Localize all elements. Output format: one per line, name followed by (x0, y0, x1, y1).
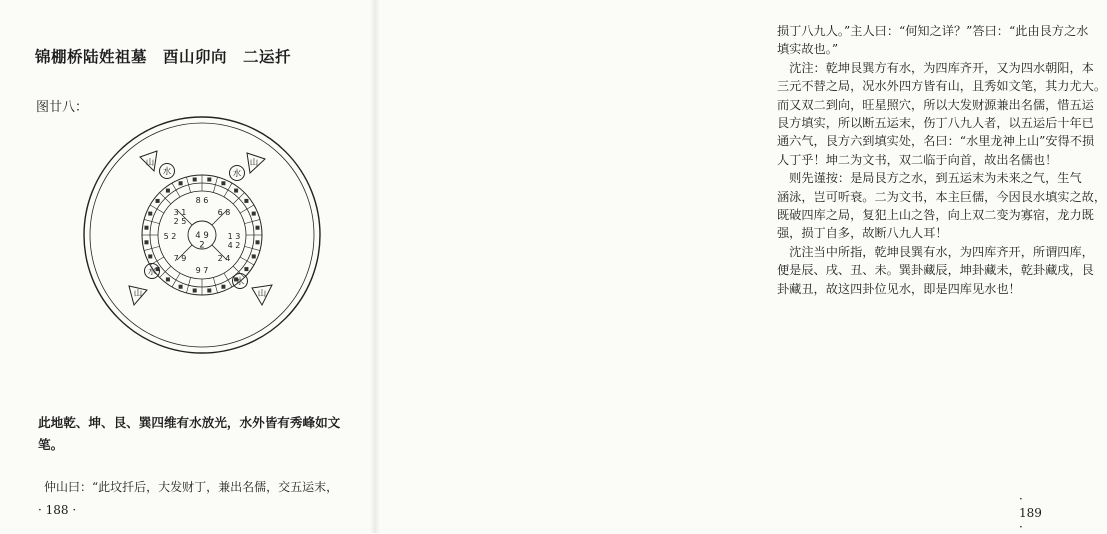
text-line: 沈注当中所指，乾坤艮巽有水，为四库齐开，所谓四库， (777, 244, 1094, 259)
compass-glyph (166, 189, 170, 193)
compass-glyph (144, 226, 148, 230)
palace-right: 1 3 4 2 (227, 232, 241, 250)
right-page (375, 0, 1107, 534)
compass-glyph (166, 277, 170, 281)
page-number-right: · 189 · (1019, 492, 1042, 534)
palace-bottom-right: 2 4 (217, 254, 231, 263)
text-line: 填实故也。” (777, 42, 839, 57)
compass-glyph (221, 285, 225, 289)
compass-glyph (179, 181, 183, 185)
compass-glyph (252, 212, 256, 216)
text-line: 艮方填实，所以断五运末，伤丁八九人者，以五运后十年已 (777, 116, 1094, 131)
mountain-label-nw: 山 (145, 158, 155, 168)
text-line: 既破四库之局，复犯上山之咎，向上双二变为寡宿，龙力既 (777, 208, 1094, 223)
compass-glyph (207, 177, 211, 181)
mountain-label-ne: 山 (249, 158, 259, 168)
compass-glyph (256, 226, 260, 230)
text-line: 损丁八九人。”主人曰：“何知之详？”答曰：“此由艮方之水 (777, 24, 1089, 38)
palace-top-right: 6 8 (217, 208, 231, 217)
feng-shui-diagram (62, 113, 342, 383)
compass-glyph (256, 240, 260, 244)
water-label-nw: 水 (162, 167, 172, 177)
text-line: 涵泳，岂可听衰。二为文书，本主巨儒，今因艮水填实之故， (777, 189, 1107, 204)
palace-top: 8 6 (195, 196, 209, 205)
left-page (0, 0, 375, 533)
compass-glyph (144, 240, 148, 244)
compass-glyph (193, 289, 197, 293)
page-number-left: · 188 · (38, 503, 77, 517)
text-line: 强，损丁自多，故断八九人耳！ (777, 226, 948, 241)
text-line: 则先谨按：是局艮方之水，到五运末为未来之气，生气 (777, 171, 1082, 186)
palace-top-left: 3 1 2 5 (173, 208, 187, 226)
water-label-ne: 水 (232, 169, 242, 179)
palace-center: 4 9 2 (195, 231, 209, 251)
compass-glyph (207, 289, 211, 293)
compass-glyph (156, 199, 160, 203)
compass-glyph (179, 285, 183, 289)
body-line-2: 笔。 (38, 437, 64, 452)
figure-label: 图廿八： (36, 100, 89, 115)
palace-bottom-left: 7 9 (173, 254, 187, 263)
text-line: 三元不替之局，况水外四方皆有山，且秀如文笔，其力尤大。 (777, 79, 1107, 94)
text-line: 沈注：乾坤艮巽方有水，为四库齐开，又为四水朝阳，本 (777, 60, 1094, 75)
compass-glyph (221, 181, 225, 185)
text-line: 通六气，艮方六到填实处，名曰：“水里龙神上山”安得不损 (777, 134, 1095, 149)
compass-glyph (252, 254, 256, 258)
text-line: 人丁乎！坤二为文书，双二临于向首，故出名儒也！ (777, 152, 1058, 167)
page-title: 锦棚桥陆姓祖墓 酉山卯向 二运扦 (35, 48, 292, 66)
mountain-label-sw: 山 (133, 289, 143, 299)
text-line: 便是辰、戌、丑、未。巽卦藏辰，坤卦藏未，乾卦藏戌，艮 (777, 263, 1094, 278)
compass-glyph (148, 254, 152, 258)
water-label-se: 水 (235, 277, 245, 287)
text-line: 卦藏丑，故这四卦位见水，即是四库见水也！ (777, 281, 1021, 296)
water-label-sw: 水 (147, 267, 157, 277)
palace-bottom: 9 7 (195, 266, 209, 275)
compass-glyph (234, 189, 238, 193)
compass-glyph (193, 177, 197, 181)
left-body-text (38, 412, 363, 456)
compass-glyph (244, 267, 248, 271)
text-line: 而又双二到向，旺星照穴，所以大发财源兼出名儒，惜五运 (777, 97, 1094, 112)
right-body-text (777, 22, 1107, 298)
palace-left: 5 2 (163, 232, 177, 241)
body-line-1: 此地乾、坤、艮、巽四维有水放光，水外皆有秀峰如文 (38, 415, 341, 430)
compass-glyph (148, 212, 152, 216)
quote-line: 仲山曰：“此坟扦后，大发财丁，兼出名儒，交五运末， (44, 480, 339, 494)
mountain-label-se: 山 (257, 289, 267, 299)
compass-glyph (244, 199, 248, 203)
